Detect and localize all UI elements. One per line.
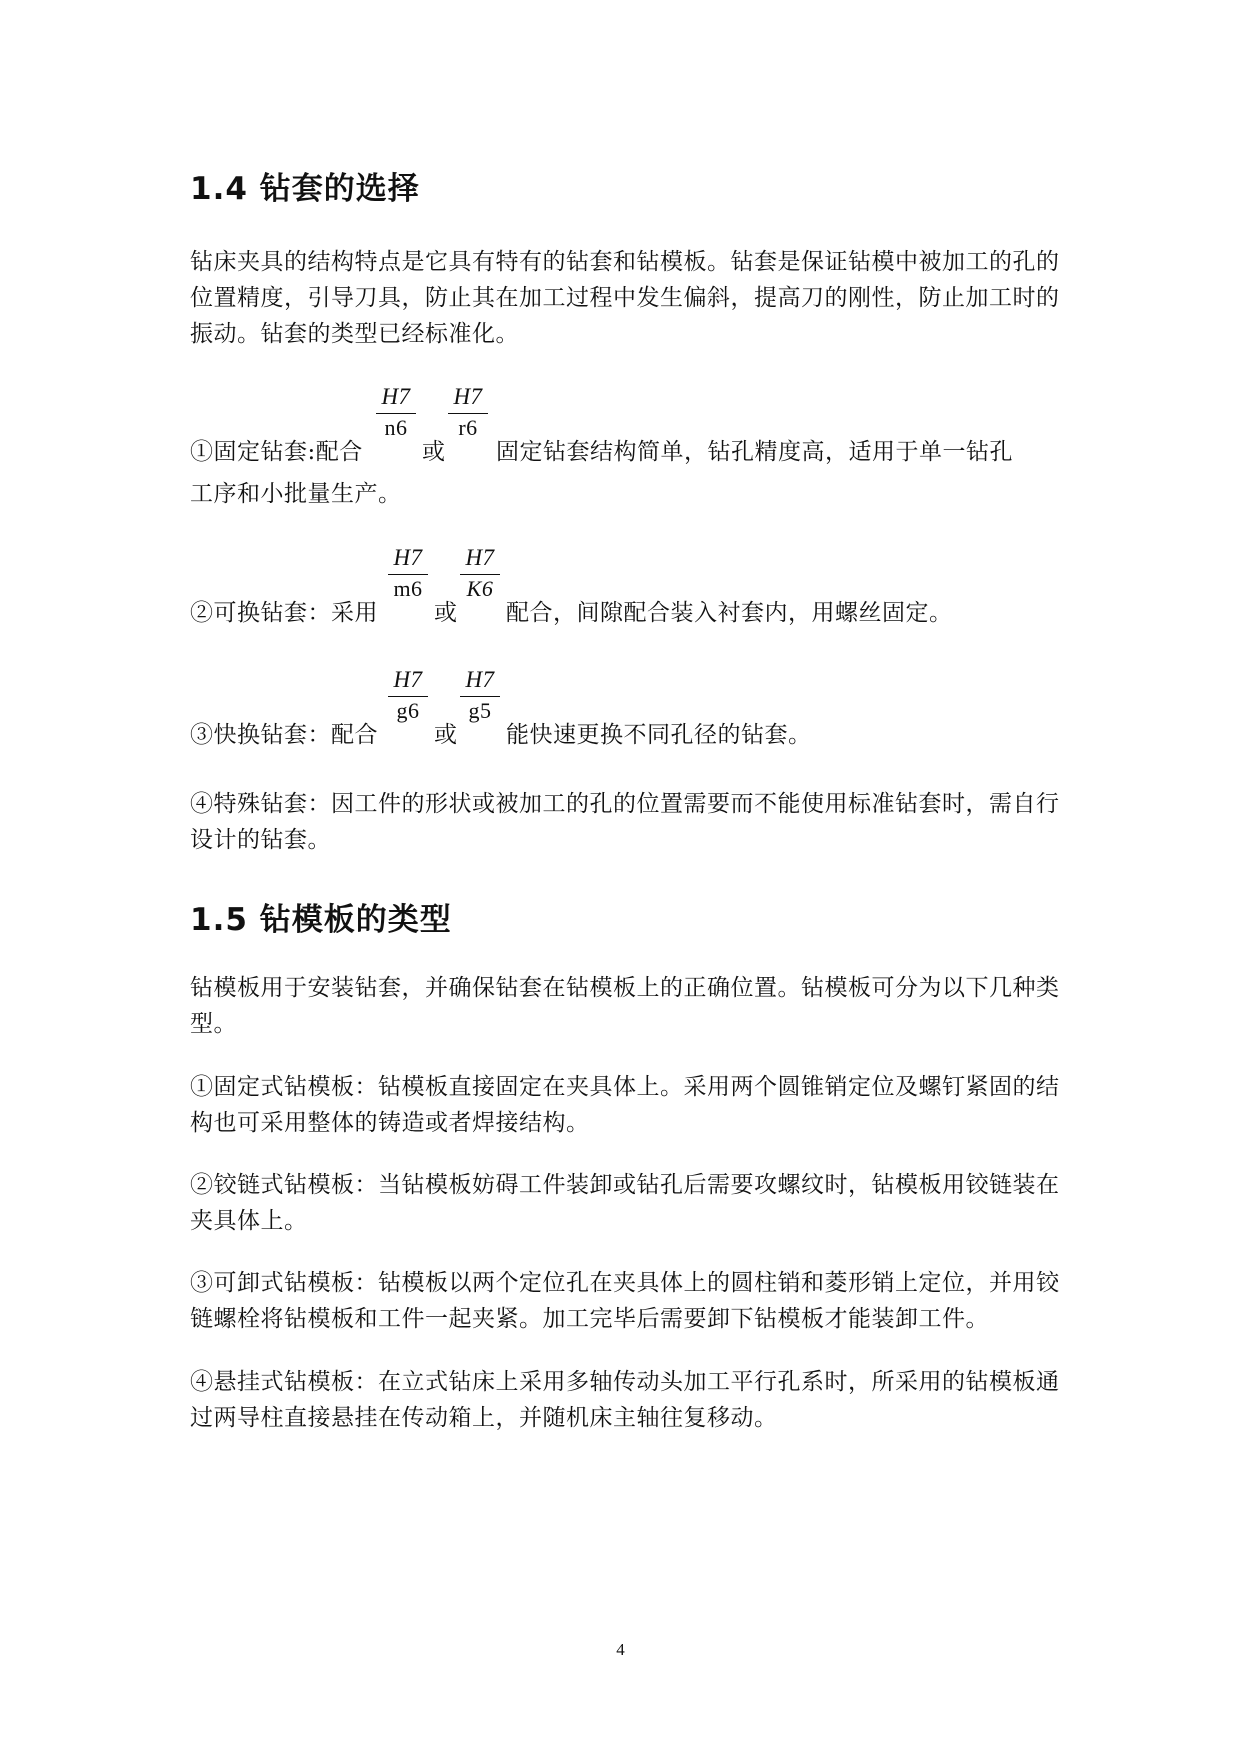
fraction-numerator: H7 [376,383,416,414]
replaceable-bushing-prefix: ②可换钻套：采用 [190,600,378,626]
fraction-numerator: H7 [460,544,500,575]
fraction-denominator: g5 [468,698,492,723]
or-word: 或 [422,439,446,465]
fit-fraction-h7-k6 [460,544,500,603]
fraction-numerator: H7 [388,544,428,575]
page-number: 4 [616,1640,625,1659]
hinged-plate-paragraph: ②铰链式钻模板：当钻模板妨碍工件装卸或钻孔后需要攻螺纹时，钻模板用铰链装在夹具体上。 [190,1172,1060,1234]
fixed-bushing-suffix: 固定钻套结构简单，钻孔精度高，适用于单一钻孔 [496,439,1013,465]
replaceable-bushing-suffix: 配合，间隙配合装入衬套内，用螺丝固定。 [506,600,953,626]
fraction-denominator: g6 [396,698,420,723]
fraction-denominator: n6 [384,415,408,440]
section-heading-1-5: 1.5 钻模板的类型 [190,902,452,938]
fraction-denominator: m6 [393,576,423,601]
quick-change-bushing-line [190,666,1090,748]
section2-intro-paragraph: 钻模板用于安装钻套，并确保钻套在钻模板上的正确位置。钻模板可分为以下几种类型。 [190,975,1060,1037]
replaceable-bushing-line [190,544,1090,626]
section1-intro-paragraph: 钻床夹具的结构特点是它具有特有的钻套和钻模板。钻套是保证钻模中被加工的孔的位置精度，引导刀具，防止其在加工过程中发生偏斜，提高刀的刚性，防止加工时的振动。钻套的类型已经标准化。 [190,249,1060,347]
section-heading-1-4: 1.4 钻套的选择 [190,171,420,207]
fit-fraction-h7-m6 [388,544,428,603]
fit-fraction-h7-n6 [376,383,416,442]
removable-plate-paragraph: ③可卸式钻模板：钻模板以两个定位孔在夹具体上的圆柱销和菱形销上定位，并用铰链螺栓将钻模板和工件一起夹紧。加工完毕后需要卸下钻模板才能装卸工件。 [190,1270,1060,1332]
fixed-bushing-prefix: ①固定钻套:配合 [190,439,363,465]
quick-change-bushing-prefix: ③快换钻套：配合 [190,722,378,748]
fixed-plate-paragraph: ①固定式钻模板：钻模板直接固定在夹具体上。采用两个圆锥销定位及螺钉紧固的结构也可采用整体的铸造或者焊接结构。 [190,1074,1060,1136]
fraction-denominator: r6 [458,415,478,440]
or-word: 或 [434,600,458,626]
quick-change-bushing-suffix: 能快速更换不同孔径的钻套。 [506,722,812,748]
fit-fraction-h7-g5 [460,666,500,725]
fit-fraction-h7-g6 [388,666,428,725]
fraction-denominator: K6 [466,576,494,601]
fit-fraction-h7-r6 [448,383,488,442]
fraction-numerator: H7 [460,666,500,697]
fixed-bushing-line [190,383,1090,465]
special-bushing-paragraph: ④特殊钻套：因工件的形状或被加工的孔的位置需要而不能使用标准钻套时，需自行设计的钻套。 [190,791,1060,853]
or-word: 或 [434,722,458,748]
suspended-plate-paragraph: ④悬挂式钻模板：在立式钻床上采用多轴传动头加工平行孔系时，所采用的钻模板通过两导柱直接悬挂在传动箱上，并随机床主轴往复移动。 [190,1369,1060,1431]
fixed-bushing-line2: 工序和小批量生产。 [190,481,402,507]
fraction-numerator: H7 [448,383,488,414]
fraction-numerator: H7 [388,666,428,697]
